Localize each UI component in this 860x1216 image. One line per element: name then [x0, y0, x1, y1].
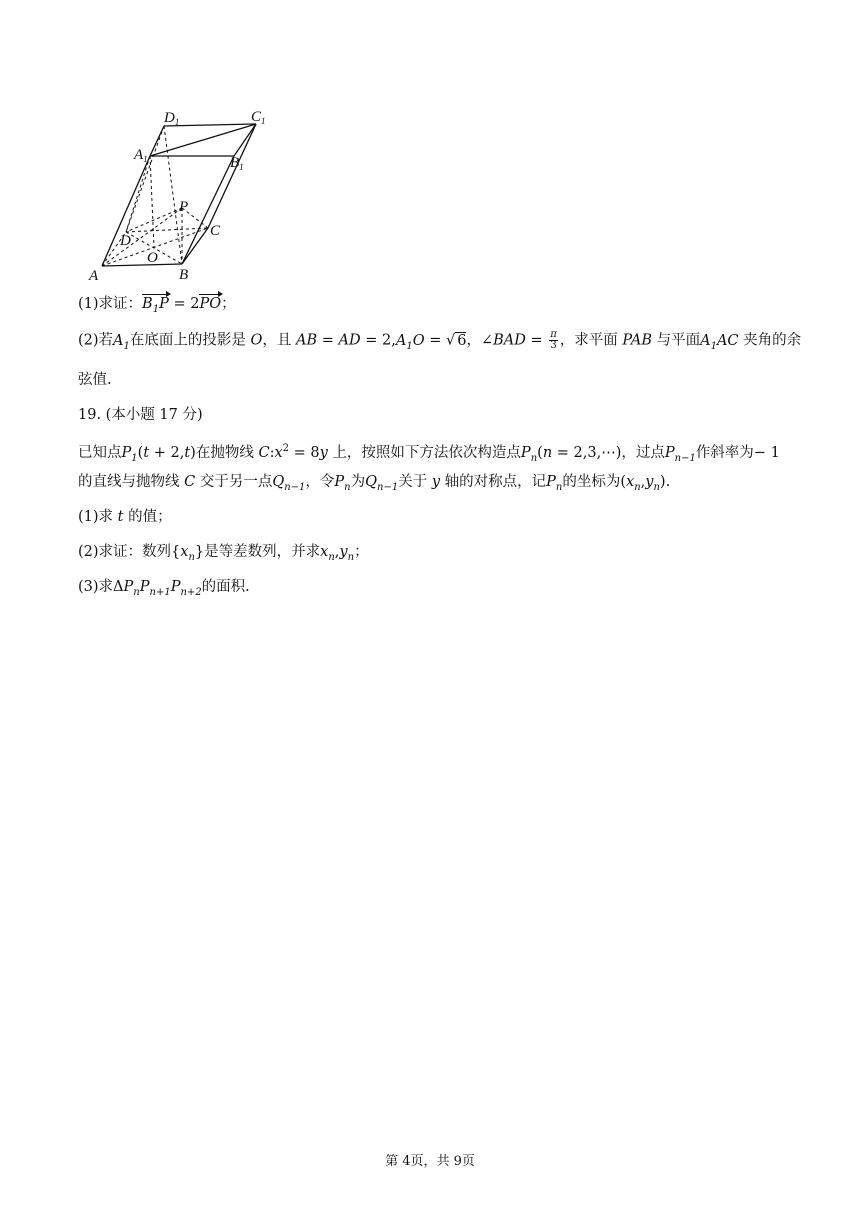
edge-cc1 — [208, 124, 256, 228]
label-p: P — [179, 199, 189, 215]
label-a: A — [89, 268, 99, 284]
page-footer: 第 4页，共 9页 — [385, 1154, 475, 1169]
label-c: C — [210, 223, 221, 239]
edge-dc-dashed — [126, 228, 208, 232]
q19-header: 19. (本小题 17 分) — [78, 407, 203, 423]
a1d-dashed — [126, 156, 150, 232]
label-c1: $C_1$ — [251, 109, 266, 126]
edge-bb1 — [182, 156, 234, 264]
label-b1: $B_1$ — [230, 155, 244, 172]
q19-line2: 的直线与抛物线 C 交于另一点$Q_{n-1}$，令$P_n$为$Q_{n-1}$关于 y 轴的对称点，记$P_n$的坐标为$(x_n,y_n)$. — [78, 474, 671, 493]
edge-aa1 — [102, 156, 150, 266]
parallelepiped-figure — [84, 104, 284, 286]
q19-part1: (1)求 t 的值； — [78, 509, 172, 525]
q19-line1: 已知点$P_1(t + 2,t)$在抛物线 $C:x^2 = 8y$ 上，按照如下方法依次构造点$P_n(n$ = 2,3,⋯)，过点$P_{n-1}$作斜率为− 1 — [78, 443, 780, 464]
a1o-dashed — [150, 156, 154, 247]
fraction-pi-3: $\frac{\pi}{3}$ — [550, 329, 557, 351]
label-d: D — [120, 233, 131, 249]
edge-bc — [182, 228, 208, 264]
label-b: B — [179, 267, 189, 283]
vector-po: PO — [199, 296, 222, 312]
q19-part3: (3)求$\Delta P_nP_{n+1}P_{n+2}$的面积. — [78, 579, 250, 598]
q18-part1: (1)求证：$B_1P = 2PO$； — [78, 294, 236, 320]
q18-part2: (2)若$A_1$在底面上的投影是 O，且 AB = AD = $2,A_1O$ = √ 6，∠BAD = $\frac{\pi}{3}$ ，求平面 PAB 与平面$A_1AC$ 夹角的余 — [78, 329, 802, 352]
edge-b1c1 — [234, 124, 256, 156]
q19-part2: (2)求证：数列$\{x_n\}$是等差数列，并求$x_n,y_n$； — [78, 544, 369, 563]
q18-part2-cont: 弦值. — [78, 372, 112, 388]
edge-a1d1 — [150, 126, 164, 156]
label-d1: $D_1$ — [164, 110, 180, 127]
label-o: O — [147, 250, 158, 266]
label-a1: $A_1$ — [134, 147, 148, 164]
parallelepiped-diagram — [84, 104, 284, 286]
edge-dd1-dashed — [126, 126, 164, 232]
vector-b1p: $B_1P$ — [142, 294, 169, 320]
pd-dashed — [126, 208, 182, 232]
edge-ab — [102, 264, 182, 266]
